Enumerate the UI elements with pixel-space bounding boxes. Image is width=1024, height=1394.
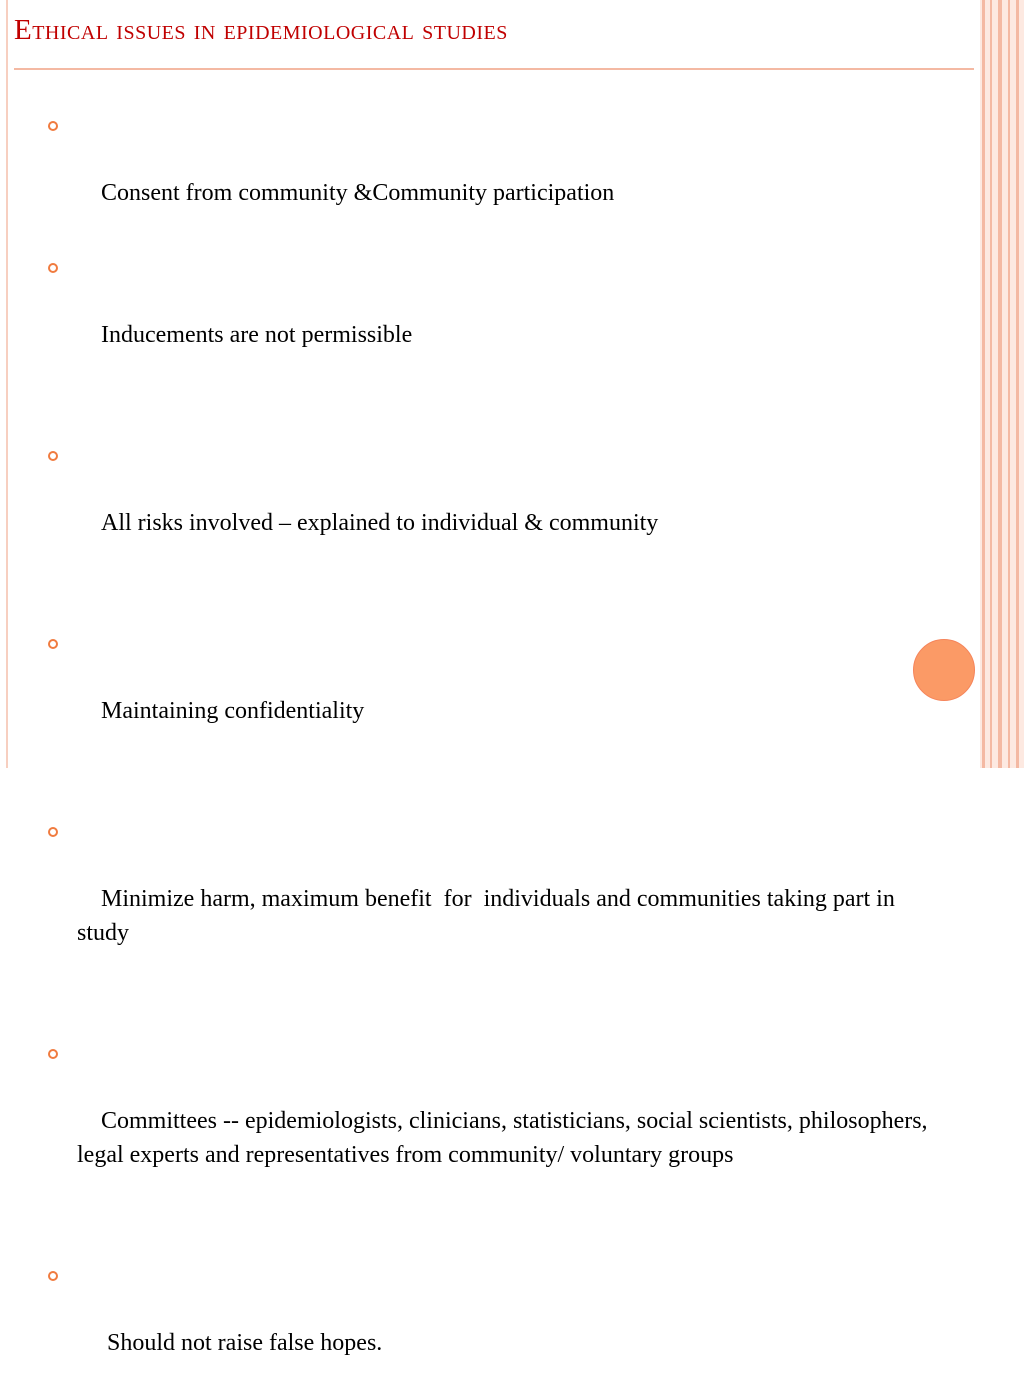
bullet-text: Inducements are not permissible — [101, 322, 413, 348]
bullet-item — [48, 1036, 934, 1206]
bullet-item — [48, 814, 928, 984]
title-underline — [14, 68, 974, 70]
right-stripe — [990, 0, 992, 768]
hollow-circle-bullet-icon — [48, 639, 58, 649]
bullet-list — [48, 108, 934, 1394]
hollow-circle-bullet-icon — [48, 121, 58, 131]
bullet-item — [48, 626, 928, 762]
decorative-orange-circle-icon — [913, 639, 975, 701]
hollow-circle-bullet-icon — [48, 827, 58, 837]
hollow-circle-bullet-icon — [48, 1271, 58, 1281]
right-stripe — [1008, 0, 1010, 768]
bullet-item — [48, 1258, 928, 1394]
hollow-circle-bullet-icon — [48, 263, 58, 273]
hollow-circle-bullet-icon — [48, 1049, 58, 1059]
bullet-text: Minimize harm, maximum benefit for individuals and communities taking part in study — [77, 886, 901, 946]
bullet-item — [48, 438, 928, 574]
bullet-text: Consent from community &Community participation — [101, 180, 615, 206]
right-decorative-stripes — [980, 0, 1024, 768]
right-stripe — [998, 0, 1002, 768]
bullet-text: Should not raise false hopes. — [101, 1330, 383, 1356]
bullet-item — [48, 250, 928, 386]
left-decorative-stripe — [6, 0, 8, 768]
right-stripe — [982, 0, 985, 768]
bullet-text: Maintaining confidentiality — [101, 698, 365, 724]
right-stripe — [1016, 0, 1019, 768]
hollow-circle-bullet-icon — [48, 451, 58, 461]
bullet-text: All risks involved – explained to individual & community — [101, 510, 659, 536]
bullet-text: Committees -- epidemiologists, clinicians, statisticians, social scientists, philosophers, legal experts and representatives from community/ voluntary groups — [77, 1108, 934, 1168]
slide-title: Ethical issues in epidemiological studies — [14, 14, 508, 46]
bullet-item — [48, 108, 928, 244]
